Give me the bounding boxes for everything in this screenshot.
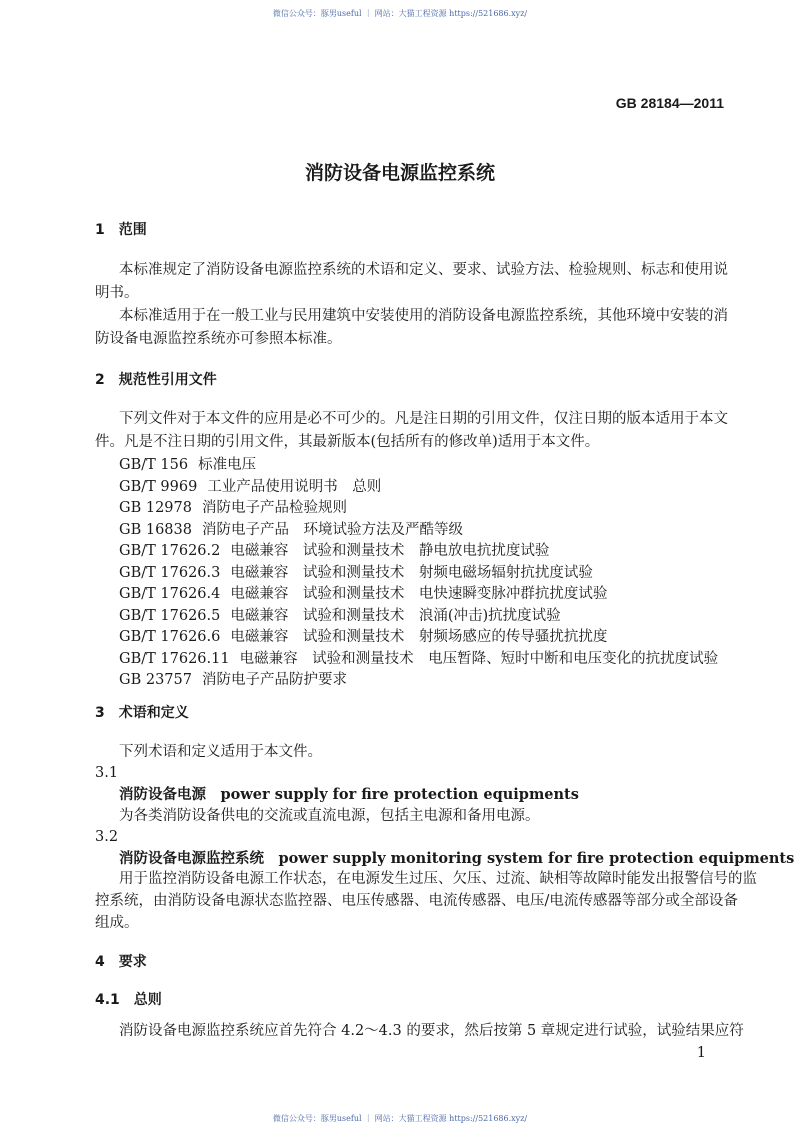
reference-code: GB/T 17626.2 (119, 543, 221, 559)
reference-code: GB/T 17626.11 (119, 650, 230, 667)
term-definition: 用于监控消防设备电源工作状态，在电源发生过压、欠压、过流、缺相等故障时能发出报警信号的监 (119, 871, 757, 887)
paragraph: 本标准适用于在一般工业与民用建筑中安装使用的消防设备电源监控系统，其他环境中安装的消 (119, 308, 728, 324)
paragraph: 本标准规定了消防设备电源监控系统的术语和定义、要求、试验方法、检验规则、标志和使用说 (119, 262, 728, 278)
section-2-heading: 2 规范性引用文件 (95, 372, 217, 388)
reference-item (119, 455, 256, 475)
standard-number: GB 28184—2011 (615, 95, 724, 111)
paragraph: 防设备电源监控系统亦可参照本标准。 (95, 331, 342, 347)
reference-code: GB/T 156 (119, 457, 189, 473)
paragraph: 消防设备电源监控系统应首先符合 4.2～4.3 的要求，然后按第 5 章规定进行试验，试验结果应符 (119, 1023, 744, 1039)
reference-title: 消防电子产品 环境试验方法及严酷等级 (201, 521, 463, 538)
reference-item (119, 649, 718, 669)
reference-item (119, 477, 381, 497)
term-definition: 控系统，由消防设备电源状态监控器、电压传感器、电流传感器、电压/电流传感器等部分或全部设备 (95, 893, 738, 909)
term-title: 消防设备电源监控系统 power supply monitoring system for fire protection equipments (119, 850, 795, 867)
reference-item (119, 670, 347, 690)
reference-item (119, 606, 561, 626)
term-title: 消防设备电源 power supply for fire protection equipments (119, 786, 579, 803)
watermark-bottom: 微信公众号：豚男useful ｜ 网站：大猫工程资源 https://521686.xyz/ (272, 1114, 528, 1123)
reference-title: 电磁兼容 试验和测量技术 射频场感应的传导骚扰抗扰度 (230, 629, 608, 645)
page-number: 1 (696, 1045, 706, 1061)
reference-title: 电磁兼容 试验和测量技术 电压暂降、短时中断和电压变化的抗扰度试验 (239, 650, 719, 667)
watermark-top: 微信公众号：豚男useful ｜ 网站：大猫工程资源 https://521686.xyz/ (272, 9, 528, 18)
reference-code: GB 23757 (119, 672, 192, 688)
section-3-heading: 3 术语和定义 (95, 705, 189, 721)
reference-code: GB/T 17626.5 (119, 607, 221, 624)
reference-title: 电磁兼容 试验和测量技术 静电放电抗扰度试验 (230, 543, 550, 559)
subsection-4-1-heading: 4.1 总则 (95, 992, 162, 1008)
paragraph: 下列文件对于本文件的应用是必不可少的。凡是注日期的引用文件，仅注日期的版本适用于本文 (119, 411, 728, 427)
reference-title: 电磁兼容 试验和测量技术 电快速瞬变脉冲群抗扰度试验 (230, 586, 608, 602)
reference-title: 工业产品使用说明书 总则 (207, 478, 382, 495)
reference-item (119, 627, 607, 647)
reference-code: GB 12978 (119, 500, 192, 516)
term-definition: 为各类消防设备供电的交流或直流电源，包括主电源和备用电源。 (119, 808, 540, 824)
term-number: 3.2 (95, 829, 119, 845)
reference-title: 电磁兼容 试验和测量技术 射频电磁场辐射抗扰度试验 (230, 564, 593, 581)
reference-title: 消防电子产品防护要求 (201, 672, 347, 688)
reference-code: GB/T 17626.4 (119, 586, 221, 602)
section-4-heading: 4 要求 (95, 954, 147, 970)
reference-title: 电磁兼容 试验和测量技术 浪涌(冲击)抗扰度试验 (230, 607, 561, 624)
paragraph: 明书。 (95, 285, 139, 301)
reference-item (119, 520, 463, 540)
reference-item (119, 584, 607, 604)
paragraph: 下列术语和定义适用于本文件。 (119, 744, 322, 760)
reference-item (119, 498, 347, 518)
reference-item (119, 541, 549, 561)
section-1-heading: 1 范围 (95, 222, 147, 238)
reference-title: 消防电子产品检验规则 (201, 500, 347, 516)
reference-title: 标准电压 (198, 457, 257, 473)
term-number: 3.1 (95, 765, 119, 781)
term-definition: 组成。 (95, 915, 139, 931)
reference-item (119, 563, 593, 583)
page-title: 消防设备电源监控系统 (304, 162, 495, 184)
reference-code: GB 16838 (119, 521, 192, 538)
reference-code: GB/T 17626.6 (119, 629, 221, 645)
reference-code: GB/T 9969 (119, 478, 198, 495)
paragraph: 件。凡是不注日期的引用文件，其最新版本(包括所有的修改单)适用于本文件。 (95, 434, 600, 450)
reference-code: GB/T 17626.3 (119, 564, 221, 581)
